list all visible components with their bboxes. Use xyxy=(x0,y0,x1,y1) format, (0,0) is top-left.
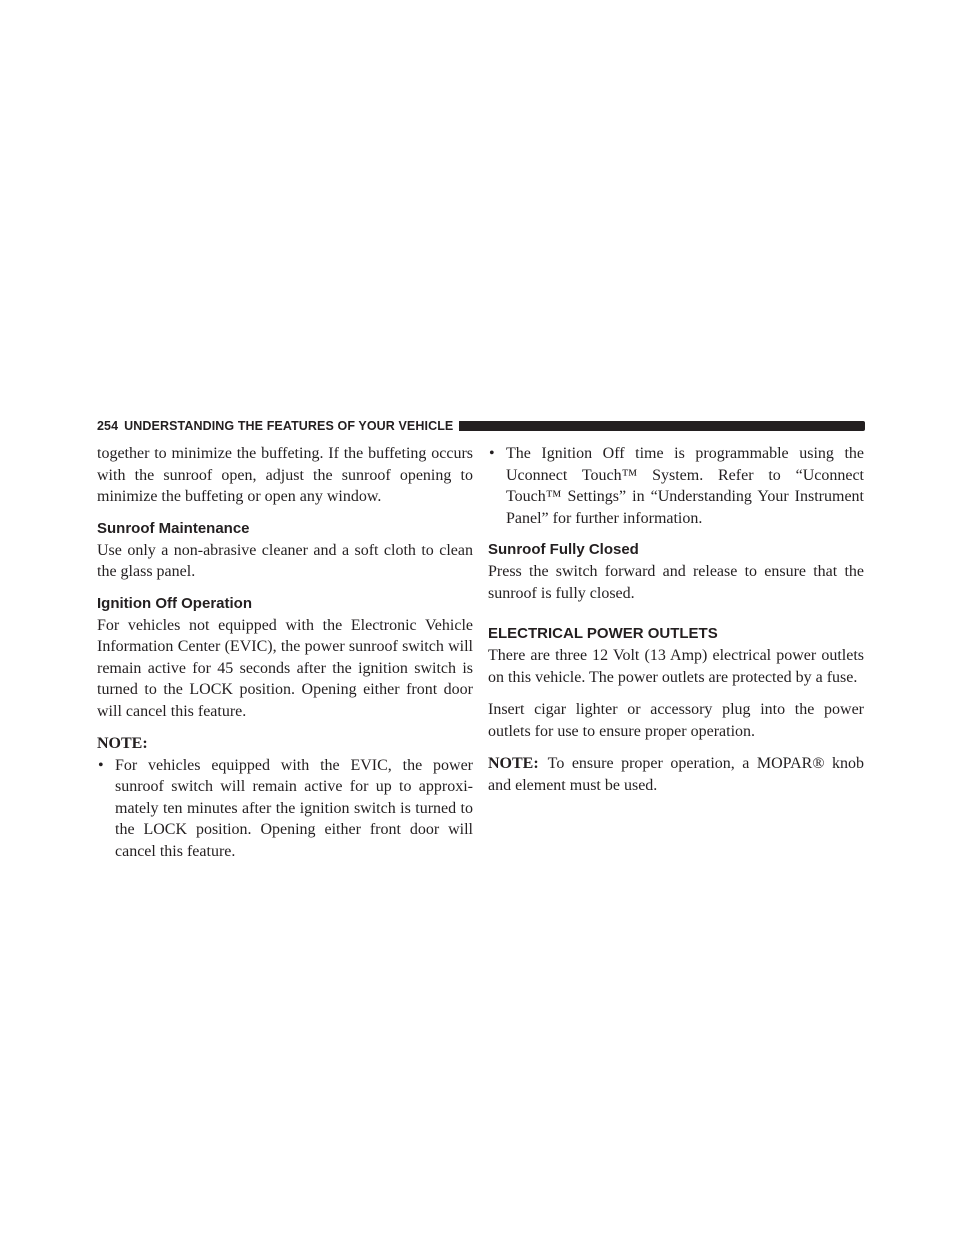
ignition-paragraph: For vehicles not equipped with the Electronic Vehicle Information Center (EVIC), the power sunroof switch will remain active for 45 seconds after the ignition switch is turned to the LOCK position. Opening either front door will cancel this feature. xyxy=(97,616,473,720)
page-number: 254 xyxy=(97,419,119,433)
note-bullet-item xyxy=(97,755,473,863)
right-column xyxy=(488,443,864,807)
intro-paragraph: together to minimize the buffeting. If the buffeting occurs with the sunroof open, adjust the sunroof opening to minimize the buffeting or open any window. xyxy=(97,445,473,505)
outlets-paragraph-1: There are three 12 Volt (13 Amp) electrical power outlets on this vehicle. The power outlets are protected by a fuse. xyxy=(488,647,864,686)
closed-paragraph: Press the switch forward and release to ensure that the sunroof is fully closed. xyxy=(488,563,864,602)
note-label: NOTE: xyxy=(97,735,148,752)
ignition-bullet-text: The Ignition Off time is programmable using the Uconnect Touch™ System. Refer to “Uconnect Touch™ Settings” in “Understanding Your Instrument Panel” for further information. xyxy=(506,445,864,527)
outlets-note xyxy=(488,753,864,796)
left-column xyxy=(97,443,473,873)
ignition-heading: Ignition Off Operation xyxy=(97,594,252,612)
note-bullet-text: For vehicles equipped with the EVIC, the power sunroof switch will remain active for up to approxi- mately ten minutes after the ignition switch is turned to the LOCK position. Opening either front door will cancel this feature. xyxy=(115,756,473,860)
header-rule xyxy=(459,421,865,431)
ignition-bullet-item xyxy=(488,443,864,529)
closed-heading: Sunroof Fully Closed xyxy=(488,541,639,558)
note-text: To ensure proper operation, a MOPAR® knob and element must be used. xyxy=(488,755,864,794)
bullet-icon: • xyxy=(489,445,495,462)
bullet-icon: • xyxy=(98,756,104,774)
page-header xyxy=(97,417,865,435)
note-label: NOTE: xyxy=(488,755,539,772)
maintenance-paragraph: Use only a non-abrasive cleaner and a soft cloth to clean the glass panel. xyxy=(97,541,473,580)
maintenance-heading: Sunroof Maintenance xyxy=(97,519,250,537)
outlets-paragraph-2: Insert cigar lighter or accessory plug into the power outlets for use to ensure proper operation. xyxy=(488,701,864,740)
section-title: UNDERSTANDING THE FEATURES OF YOUR VEHICLE xyxy=(124,419,454,433)
outlets-heading: ELECTRICAL POWER OUTLETS xyxy=(488,625,718,642)
